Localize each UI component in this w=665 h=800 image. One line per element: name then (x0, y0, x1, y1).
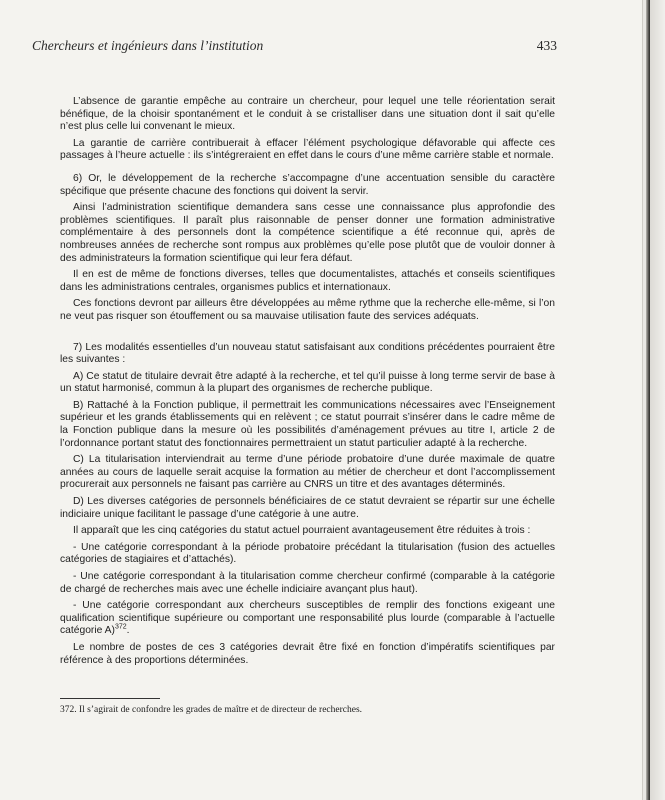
paragraph: Le nombre de postes de ces 3 catégories devrait être fixé en fonction d’impératifs scientifiques par référence à des proportions déterminées. (60, 641, 555, 666)
paragraph: A) Ce statut de titulaire devrait être adapté à la recherche, et tel qu’il puisse à long terme servir de base à un statut harmonisé, commun à la plupart des organismes de recherche publique. (60, 370, 555, 395)
footnote-reference: 372 (114, 623, 127, 631)
paragraph-text: - Une catégorie correspondant aux chercheurs susceptibles de remplir des fonctions exigeant une qualification scientifique supérieure ou comportant une responsabilité plus lourde (comparable à l’actuelle catégorie A) (60, 600, 555, 637)
paragraph: 7) Les modalités essentielles d’un nouveau statut satisfaisant aux conditions précédentes pourraient être les suivantes : (60, 341, 555, 366)
paragraph: L’absence de garantie empêche au contraire un chercheur, pour lequel une telle réorientation serait bénéfique, de la choisir spontanément et le conduit à se cristalliser dans une situation dont il sait qu’elle n’est plus celle lui convenant le mieux. (60, 96, 555, 133)
paragraph: Il apparaît que les cinq catégories du statut actuel pourraient avantageusement être réduites à trois : (73, 525, 531, 537)
paragraph-with-footnote: - Une catégorie correspondant aux chercheurs susceptibles de remplir des fonctions exigeant une qualification scientifique supérieure ou comportant une responsabilité plus lourde (comparable à l’actuelle catégorie A)$^{372}$. (60, 600, 555, 637)
paragraph: Il en est de même de fonctions diverses, telles que documentalistes, attachés et conseils scientifiques dans les administrations centrales, organismes publics et internationaux. (60, 269, 555, 293)
paragraph: D) Les diverses catégories de personnels bénéficiaires de ce statut devraient se répartir sur une échelle indiciaire unique facilitant le passage d’une catégorie à une autre. (60, 496, 555, 520)
paragraph: - Une catégorie correspondant à la titularisation comme chercheur confirmé (comparable à la catégorie de chargé de recherches mais avec une échelle indiciaire avançant plus haut). (60, 571, 555, 595)
facing-page-edge (650, 0, 665, 800)
body-text (60, 96, 555, 671)
page-header (32, 38, 557, 54)
paragraph: Ces fonctions devront par ailleurs être développées au même rythme que la recherche elle-même, si l’on ne veut pas risquer son étouffement ou sa mauvaise utilisation faute des services adéquats. (60, 298, 555, 322)
paragraph: - Une catégorie correspondant à la période probatoire précédant la titularisation (fusion des actuelles catégories de stagiaires et d’attachés). (60, 541, 555, 566)
paragraph: La garantie de carrière contribuerait à effacer l’élément psychologique défavorable qui affecte ces passages à l’heure actuelle : ils s’intégreraient en effet dans le cours d’une même carrière stable et normale. (60, 137, 555, 162)
footnote: 372. Il s’agirait de confondre les grades de maître et de directeur de recherches. (60, 705, 363, 715)
footnote-divider (60, 698, 160, 699)
paragraph: B) Rattaché à la Fonction publique, il permettrait les communications nécessaires avec l’Enseignement supérieur et les grands établissements qui en relèvent ; ce statut pourrait s’insérer dans le cadre même de la Fonction publique dans la mesure où les possibilités d’aménagement prévues au titre I, article 2 de l’ordonnance portant statut des fonctionnaires permettraient un statut particulier adapté à la recherche. (60, 399, 555, 449)
running-title: Chercheurs et ingénieurs dans l’institution (32, 38, 264, 53)
page-number: 433 (536, 38, 557, 53)
paragraph: 6) Or, le développement de la recherche s’accompagne d’une accentuation sensible du caractère spécifique que présente chacune des fonctions qui doivent la servir. (60, 172, 555, 197)
paragraph: Ainsi l’administration scientifique demandera sans cesse une connaissance plus approfondie des problèmes scientifiques. Il paraît plus raisonnable de penser donner une formation administrative complémentaire à des personnels dont la compétence scientifique a été reconnue qui, après de nombreuses années de recherche sont rompus aux problèmes qu’elle pose plutôt que de vouloir donner à des administrateurs la formation scientifique qui leur fera défaut. (60, 202, 555, 264)
paragraph: C) La titularisation interviendrait au terme d’une période probatoire d’une durée maximale de quatre années au cours de laquelle serait acquise la formation au métier de chercheur et dont l’accomplissement procurerait aux personnels ne faisant pas carrière au CNRS un titre et des avantages déterminés. (60, 454, 555, 491)
